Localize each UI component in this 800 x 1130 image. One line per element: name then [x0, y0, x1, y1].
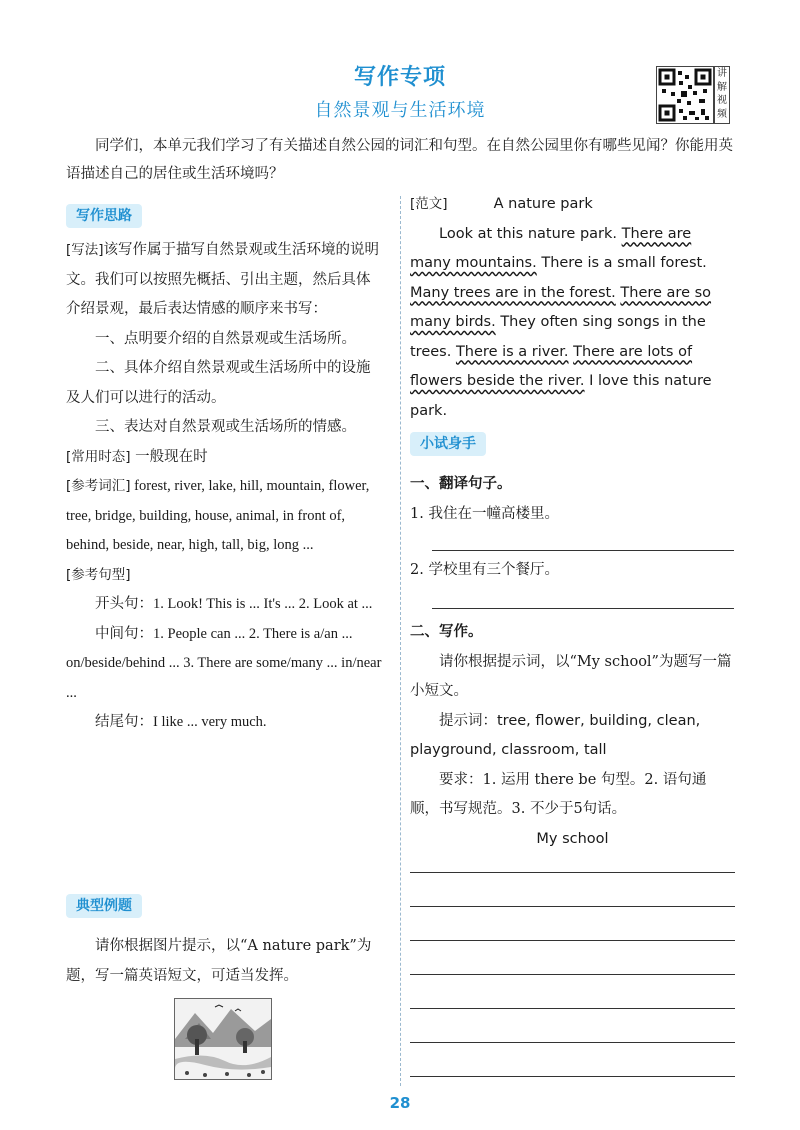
writing-section [410, 618, 735, 854]
badge-typical-example: 典型例题 [66, 894, 142, 918]
translate-section [410, 470, 735, 529]
page-subtitle: 自然景观与生活环境 [314, 100, 486, 121]
writing-line-4[interactable] [410, 974, 735, 975]
vocab-tag: [参考词汇] [66, 478, 131, 494]
section-writing-heading: 二、写作。 [410, 624, 483, 640]
writing-hint: 提示词：tree, flower, building, clean, playground, classroom, tall [410, 712, 701, 758]
writing-line-5[interactable] [410, 1008, 735, 1009]
column-divider [400, 196, 401, 1086]
intro-paragraph [66, 132, 738, 188]
model-sentence-1: Look at this nature park. [439, 225, 618, 242]
writing-requirements: 要求：1. 运用 there be 句型。2. 语句通顺，书写规范。3. 不少于5句话。 [410, 771, 707, 817]
method-tag: [写法] [66, 242, 104, 258]
model-essay-title: A nature park [493, 196, 593, 212]
badge-try-it: 小试身手 [410, 432, 486, 456]
essay-title: My school [536, 830, 609, 847]
step-3: 三、表达对自然景观或生活场所的情感。 [95, 419, 356, 435]
model-underlined-1: There are many mountains. [410, 225, 692, 271]
page-title: 写作专项 [353, 65, 446, 90]
middle-sentences: 中间句：1. People can ... 2. There is a/an ... on/beside/behind ... 3. There are some/many ... in/near ... [66, 625, 382, 701]
vocab-text: forest, river, lake, hill, mountain, flower, tree, bridge, building, house, animal, in front of, behind, beside, near, high, tall, big, long ... [66, 478, 370, 553]
model-underlined-3: There are so many birds. [410, 284, 712, 330]
question-2-wrap [410, 556, 735, 586]
tense-tag: [常用时态] [66, 448, 131, 465]
question-1: 1. 我住在一幢高楼里。 [410, 505, 559, 522]
writing-line-7[interactable] [410, 1076, 735, 1077]
sentence-tag: [参考句型] [66, 566, 131, 583]
step-2: 二、具体介绍自然景观或生活场所中的设施及人们可以进行的活动。 [66, 360, 371, 406]
nature-park-illustration [174, 998, 272, 1080]
writing-method-block [66, 236, 384, 738]
ending-sentences: 结尾句：I like ... very much. [95, 714, 267, 730]
section-translate-heading: 一、翻译句子。 [410, 476, 512, 492]
method-text: 该写作属于描写自然景观或生活环境的说明文。我们可以按照先概括、引出主题，然后具体介绍景观，最后表达情感的顺序来书写： [66, 242, 380, 317]
model-underlined-5: There are lots of flowers beside the river. [410, 343, 693, 389]
writing-line-3[interactable] [410, 940, 735, 941]
model-underlined-2: Many trees are in the forest. [410, 284, 616, 301]
model-underlined-4: There is a river. [455, 343, 569, 360]
model-sentence-4: I love this nature park. [410, 373, 712, 419]
model-sentence-3: They often sing songs in the trees. [410, 314, 706, 360]
step-1: 一、点明要介绍的自然景观或生活场所。 [95, 330, 356, 347]
intro-text: 同学们，本单元我们学习了有关描述自然公园的词汇和句型。在自然公园里你有哪些见闻？你能用英语描述自己的居住或生活环境吗？ [66, 138, 733, 182]
model-essay-block [410, 190, 735, 426]
answer-line-2[interactable] [432, 608, 734, 609]
model-tag: [范文] [410, 196, 448, 212]
tense-text: 一般现在时 [135, 448, 208, 465]
question-2: 2. 学校里有三个餐厅。 [410, 562, 559, 578]
model-sentence-2: There is a small forest. [541, 255, 707, 271]
badge-writing-ideas: 写作思路 [66, 204, 142, 228]
example-prompt-block [66, 932, 384, 991]
qr-code-icon[interactable] [656, 66, 714, 124]
example-prompt: 请你根据图片提示，以“A nature park”为题，写一篇英语短文，可适当发挥。 [66, 938, 372, 984]
answer-line-1[interactable] [432, 550, 734, 551]
writing-line-2[interactable] [410, 906, 735, 907]
qr-video-label: 讲解视频 [714, 66, 730, 124]
writing-line-6[interactable] [410, 1042, 735, 1043]
writing-line-1[interactable] [410, 872, 735, 873]
opening-sentences: 开头句：1. Look! This is ... It's ... 2. Look at ... [95, 596, 373, 612]
writing-task: 请你根据提示词，以“My school”为题写一篇小短文。 [410, 653, 732, 699]
page-number: 28 [389, 1094, 411, 1112]
